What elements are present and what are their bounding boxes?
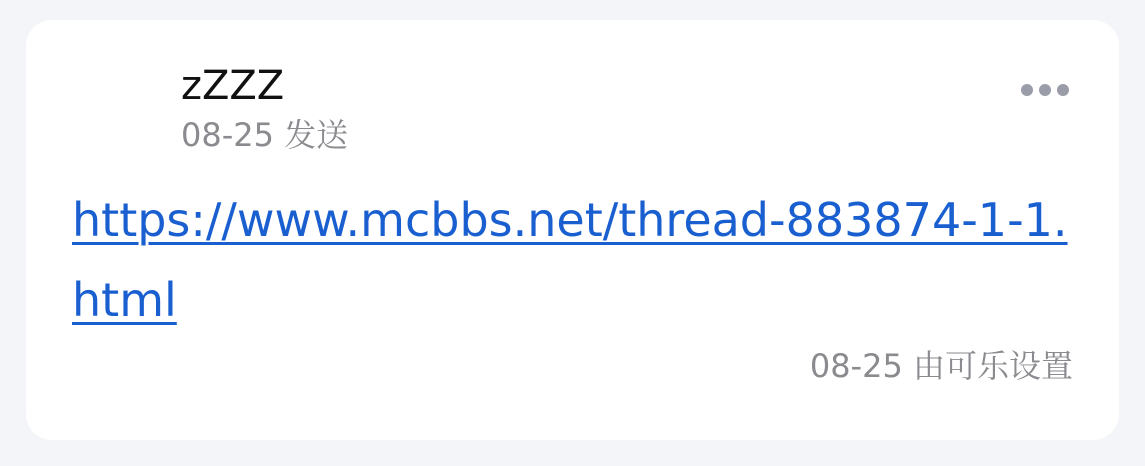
message-link[interactable]: https://www.mcbbs.net/thread-883874-1-1.html [72,193,1068,327]
more-horizontal-icon-dot-2 [1039,84,1051,96]
sender-name[interactable]: zZZZ [181,63,285,109]
sent-time: 08-25 发送 [181,116,349,154]
message-card [26,20,1119,440]
more-horizontal-icon [1021,84,1033,96]
setting-note: 08-25 由可乐设置 [809,347,1073,385]
more-horizontal-icon-dot-3 [1057,84,1069,96]
avatar[interactable] [74,62,170,158]
more-options-button[interactable] [1012,72,1078,108]
